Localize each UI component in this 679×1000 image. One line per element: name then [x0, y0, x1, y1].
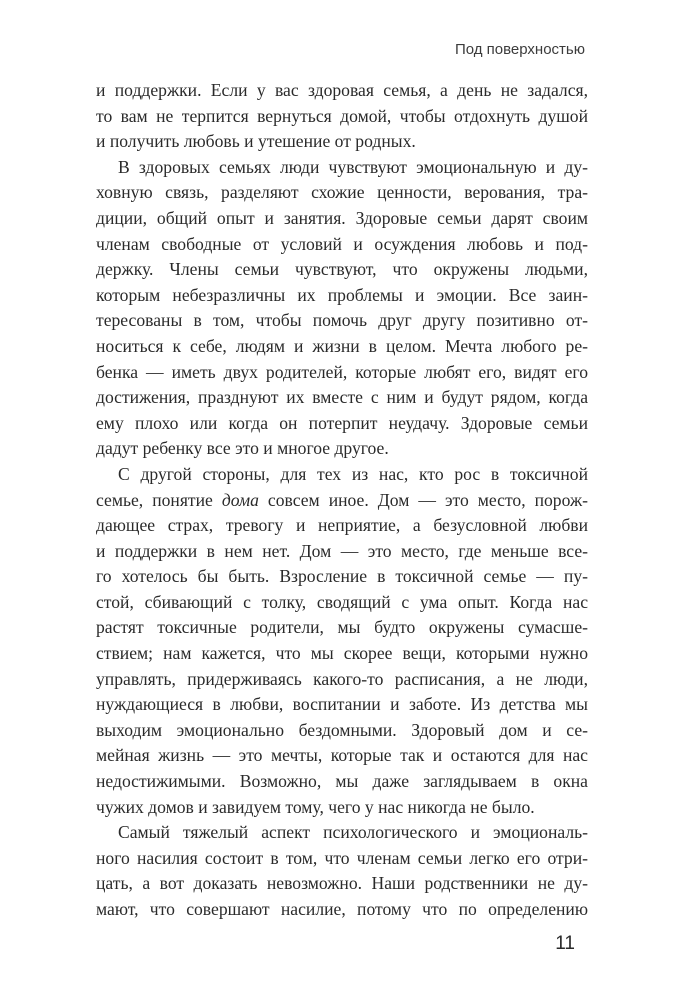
text-line: дающее страх, тревогу и неприятие, а безусловной любви	[96, 515, 588, 536]
text-line: растят токсичные родители, мы будто окружены сумасше-	[96, 617, 588, 638]
emphasis: дома	[221, 489, 259, 510]
text-segment: совсем иное. Дом — это место, порож-	[258, 489, 588, 510]
text-line: дадут ребенку все это и многое другое.	[96, 438, 389, 459]
text-line: достижения, празднуют их вместе с ним и будут рядом, когда	[96, 387, 588, 408]
text-line: ного насилия состоит в том, что членам семьи легко его отри-	[96, 847, 588, 868]
text-line: бенка — иметь двух родителей, которые любят его, видят его	[96, 361, 588, 382]
text-segment: семье, понятие	[96, 489, 222, 510]
text-line: и поддержки. Если у вас здоровая семья, а день не задался,	[96, 80, 588, 100]
text-line: носиться к себе, людям и жизни в целом. Мечта любого ре-	[96, 335, 588, 356]
text-line: чужих домов и завидуем тому, чего у нас никогда не было.	[96, 796, 535, 817]
text-line: то вам не терпится вернуться домой, чтобы отдохнуть душой	[96, 105, 588, 126]
text-line: которым небезразличны их проблемы и эмоции. Все заин-	[96, 284, 588, 305]
text-line: С другой стороны, для тех из нас, кто рос в токсичной	[118, 463, 588, 484]
text-line: недостижимыми. Возможно, мы даже заглядываем в окна	[96, 771, 588, 792]
text-line: нуждающиеся в любви, воспитании и заботе. Из детства мы	[96, 694, 588, 715]
text-line: го хотелось бы быть. Взросление в токсичной семье — пу-	[96, 566, 588, 587]
text-line: и поддержки в нем нет. Дом — это место, где меньше все-	[96, 540, 588, 561]
text-line: ствием; нам кажется, что мы скорее вещи, которыми нужно	[96, 643, 588, 664]
text-line: диции, общий опыт и занятия. Здоровые семьи дарят своим	[96, 207, 588, 228]
text-line: ховную связь, разделяют схожие ценности, верования, тра-	[96, 182, 588, 203]
running-head: Под поверхностью	[454, 41, 585, 58]
page-number: 11	[555, 933, 575, 954]
text-line: членам свободные от условий и осуждения любовь и под-	[96, 233, 588, 254]
text-line: мейная жизнь — это мечты, которые так и остаются для нас	[96, 745, 588, 766]
text-line: ему плохо или когда он потерпит неудачу. Здоровые семьи	[96, 412, 588, 433]
text-line: стой, сбивающий с толку, сводящий с ума опыт. Когда нас	[96, 591, 588, 612]
text-line: выходим эмоционально бездомными. Здоровый дом и се-	[96, 719, 588, 740]
text-line: Самый тяжелый аспект психологического и эмоциональ-	[118, 822, 588, 843]
text-line: цать, а вот доказать невозможно. Наши родственники не ду-	[96, 873, 588, 894]
text-line: и получить любовь и утешение от родных.	[96, 131, 416, 152]
text-line: мают, что совершают насилие, потому что по определению	[96, 899, 588, 919]
text-line: держку. Члены семьи чувствуют, что окружены людьми,	[96, 259, 588, 280]
body-text	[96, 78, 588, 923]
text-line: тересованы в том, чтобы помочь друг другу позитивно от-	[96, 310, 588, 331]
text-line: В здоровых семьях люди чувствуют эмоциональную и ду-	[118, 156, 588, 177]
text-line	[96, 488, 588, 514]
text-line: управлять, придерживаясь какого-то расписания, а не люди,	[96, 668, 588, 689]
